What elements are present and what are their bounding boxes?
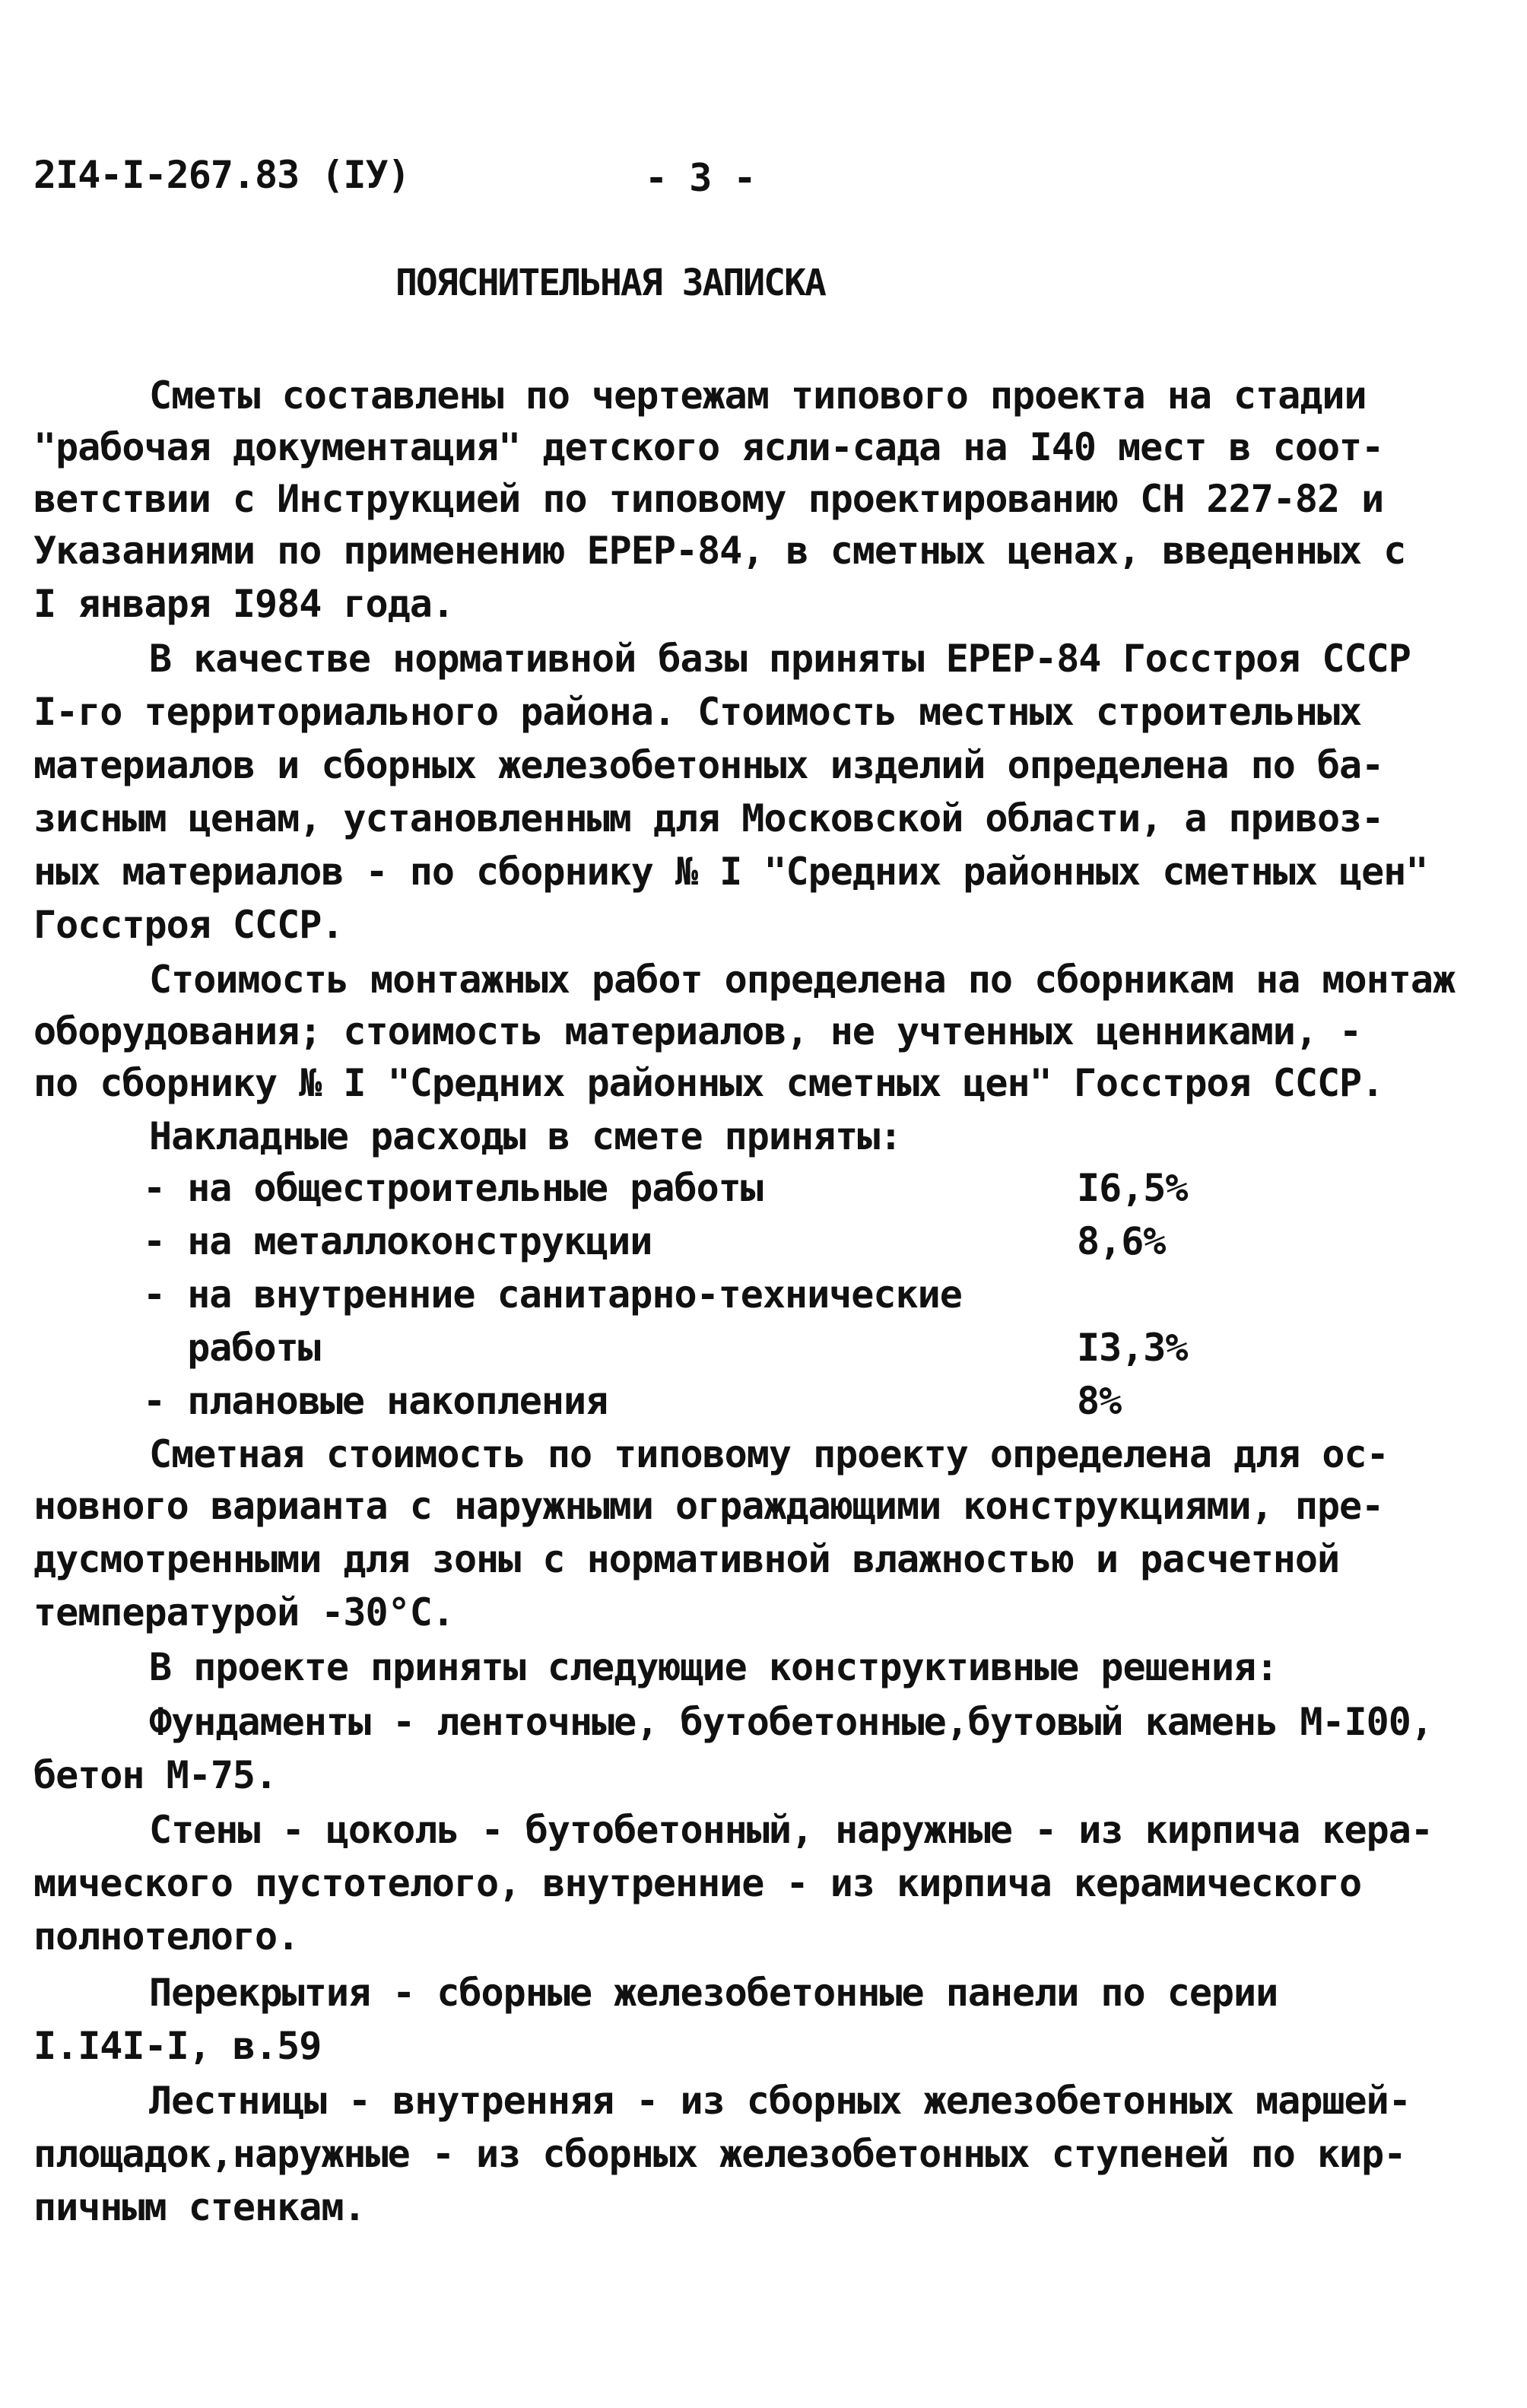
text-line: Сметы составлены по чертежам типового проекта на стадии	[149, 373, 1367, 418]
text-line: "рабочая документация" детского ясли-сада на I40 мест в соот-	[33, 425, 1384, 469]
overhead-item-label: - плановые накопления	[143, 1379, 608, 1423]
text-line: оборудования; стоимость материалов, не учтенных ценниками, -	[33, 1009, 1362, 1053]
text-line: зисным ценам, установленным для Московской области, а привоз-	[33, 796, 1384, 840]
page-number: - 3 -	[645, 156, 756, 200]
overhead-item-label: - на внутренние санитарно-технические	[143, 1272, 962, 1317]
overhead-item-value: 8%	[1077, 1379, 1122, 1423]
overhead-item-label: - на металлоконструкции	[143, 1219, 652, 1263]
text-line: пичным стенкам.	[33, 2185, 366, 2229]
text-line: Перекрытия - сборные железобетонные панели по серии	[149, 1971, 1278, 2015]
overhead-item-label: - на общестроительные работы	[143, 1166, 763, 1210]
overhead-intro: Накладные расходы в смете приняты:	[149, 1114, 902, 1158]
text-line: площадок,наружные - из сборных железобетонных ступеней по кир-	[33, 2132, 1406, 2176]
text-line: полнотелого.	[33, 1914, 300, 1958]
text-line: Стены - цоколь - бутобетонный, наружные - из кирпича кера-	[149, 1808, 1433, 1852]
text-line: дусмотренными для зоны с нормативной влажностью и расчетной	[33, 1537, 1340, 1581]
text-line: бетон М-75.	[33, 1753, 278, 1797]
text-line: В качестве нормативной базы приняты ЕРЕР-84 Госстроя СССР	[149, 637, 1411, 681]
text-line: Лестницы - внутренняя - из сборных железобетонных маршей-	[149, 2079, 1411, 2123]
text-line: материалов и сборных железобетонных изделий определена по ба-	[33, 743, 1384, 787]
text-line: новного варианта с наружными ограждающими конструкциями, пре-	[33, 1484, 1384, 1528]
text-line: мического пустотелого, внутренние - из кирпича керамического	[33, 1861, 1362, 1905]
text-line: ветствии с Инструкцией по типовому проектированию СН 227-82 и	[33, 477, 1384, 521]
page-title: ПОЯСНИТЕЛЬНАЯ ЗАПИСКА	[395, 262, 825, 304]
text-line: ных материалов - по сборнику № I "Средних районных сметных цен"	[33, 850, 1428, 894]
text-line: I.I4I-I, в.59	[33, 2024, 322, 2068]
text-line: Сметная стоимость по типовому проекту определена для ос-	[149, 1432, 1389, 1476]
text-line: В проекте приняты следующие конструктивные решения:	[149, 1645, 1278, 1689]
text-line: Фундаменты - ленточные, бутобетонные,бутовый камень М-I00,	[149, 1700, 1433, 1744]
text-line: I-го территориального района. Стоимость местных строительных	[33, 690, 1362, 734]
text-line: по сборнику № I "Средних районных сметных цен" Госстроя СССР.	[33, 1061, 1384, 1105]
overhead-item-value: 8,6%	[1077, 1219, 1166, 1263]
overhead-item-value: I6,5%	[1077, 1166, 1188, 1210]
text-line: Госстроя СССР.	[33, 903, 344, 947]
text-line: I января I984 года.	[33, 582, 454, 626]
overhead-item-value: I3,3%	[1077, 1326, 1188, 1370]
document-code: 2I4-I-267.83 (IУ)	[33, 153, 410, 197]
text-line: Указаниями по применению ЕРЕР-84, в сметных ценах, введенных с	[33, 529, 1406, 573]
overhead-item-label: работы	[143, 1326, 320, 1370]
text-line: температурой -30°С.	[33, 1590, 454, 1634]
text-line: Стоимость монтажных работ определена по сборникам на монтаж	[149, 958, 1456, 1002]
